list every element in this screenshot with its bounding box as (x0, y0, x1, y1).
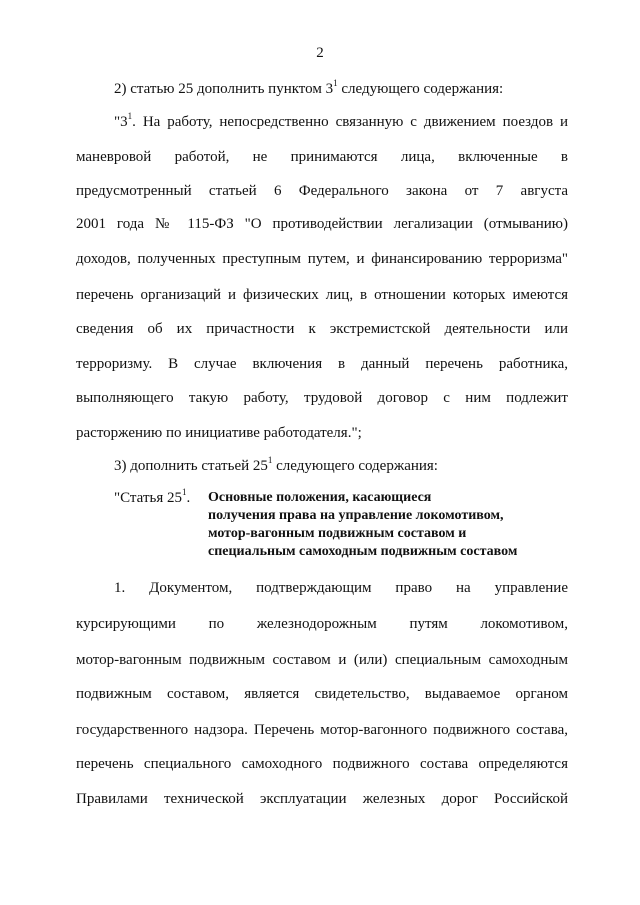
para-1-line: перечень специального самоходного подвижного состава определяются (76, 756, 568, 772)
para-1-line: Правилами технической эксплуатации железных дорог Российской (76, 791, 568, 807)
para-3-1-line: 2001 года № 115-ФЗ "О противодействии легализации (отмыванию) (76, 216, 568, 232)
para-1-line: мотор-вагонным подвижным составом и (или) специальным самоходным (76, 652, 568, 668)
article-label-dot: . (186, 490, 191, 506)
article-label-text: "Статья 25 (114, 490, 182, 506)
para-3-1-lead-open: "3 (114, 114, 128, 130)
item-3-superscript: 1 (267, 455, 273, 465)
item-3-line (114, 457, 568, 475)
article-label-superscript: 1 (181, 487, 187, 497)
item-3-text: 3) дополнить статьей 25 (114, 458, 268, 474)
para-1-lead-line: 1. Документом, подтверждающим право на управление (114, 580, 568, 596)
para-3-1-last-line: расторжению по инициативе работодателя."; (76, 425, 362, 441)
para-3-1-lead-line (114, 113, 568, 131)
item-2-line (114, 80, 568, 98)
item-2-superscript: 1 (333, 78, 338, 88)
article-title-line: мотор-вагонным подвижным составом и (208, 526, 467, 541)
item-2-text: 2) статью 25 дополнить пунктом 3 (114, 81, 334, 97)
para-1-line: подвижным составом, является свидетельство, выдаваемое органом (76, 686, 568, 702)
para-3-1-lead-text: . На работу, непосредственно связанную с движением поездов и (132, 114, 568, 130)
article-title-line: Основные положения, касающиеся (208, 490, 432, 505)
article-title-line: получения права на управление локомотивом, (208, 508, 504, 523)
para-3-1-line: выполняющего такую работу, трудовой договор с ним подлежит (76, 390, 568, 406)
para-3-1-line: перечень организаций и физических лиц, в отношении которых имеются (76, 287, 568, 303)
para-1-line: государственного надзора. Перечень мотор-вагонного подвижного состава, (76, 722, 568, 738)
para-3-1-line: терроризму. В случае включения в данный перечень работника, (76, 356, 568, 372)
item-3-text-end: следующего содержания: (272, 458, 438, 474)
para-3-1-line: маневровой работой, не принимаются лица, включенные в (76, 149, 568, 165)
page-number: 2 (316, 45, 324, 61)
article-label (114, 489, 190, 507)
item-2-text-end: следующего содержания: (337, 81, 504, 97)
para-3-1-line: сведения об их причастности к экстремистской деятельности или (76, 321, 568, 337)
para-3-1-superscript: 1 (127, 111, 133, 121)
article-title (208, 489, 568, 561)
article-title-line: специальным самоходным подвижным составом (208, 544, 518, 559)
para-1-line: курсирующими по железнодорожным путям локомотивом, (76, 616, 568, 632)
para-3-1-line: доходов, полученных преступным путем, и финансированию терроризма" (76, 251, 568, 267)
para-3-1-line: предусмотренный статьей 6 Федерального закона от 7 августа (76, 183, 568, 199)
